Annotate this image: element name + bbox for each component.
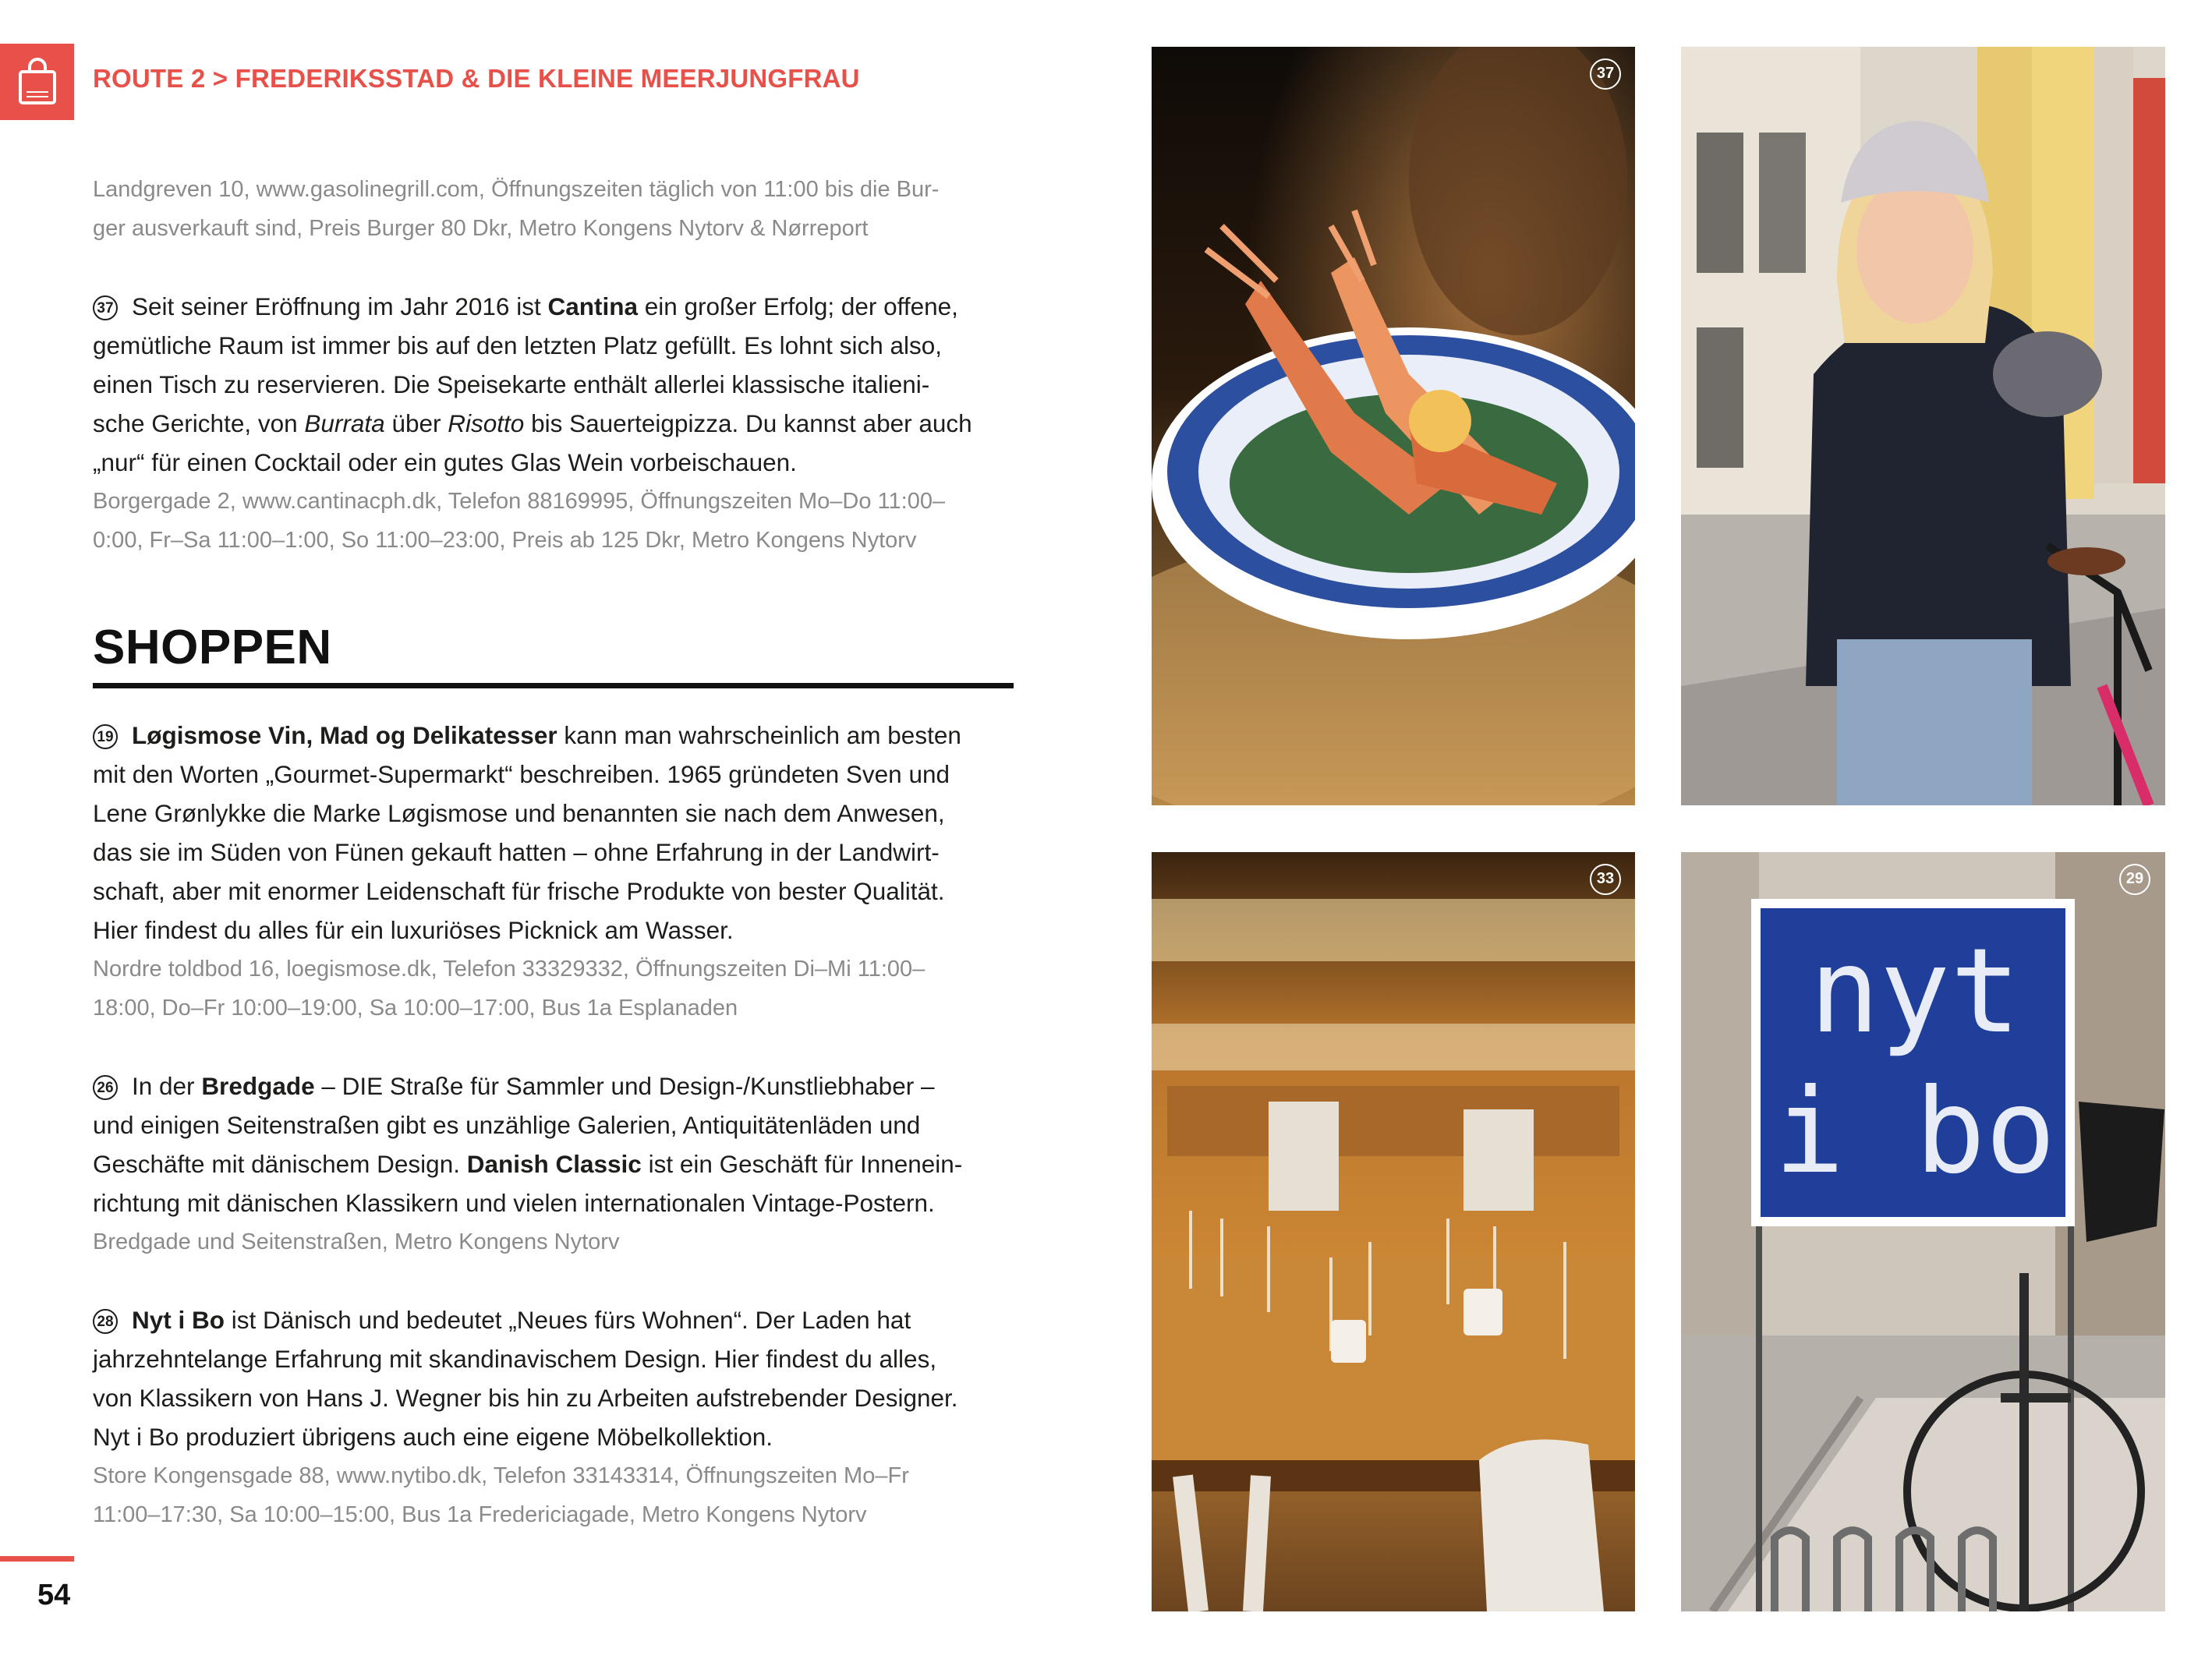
entry-cantina [93, 287, 1013, 560]
entry-number-badge: 37 [93, 295, 118, 320]
route-title: ROUTE 2 > FREDERIKSSTAD & DIE KLEINE MEERJUNGFRAU [93, 64, 860, 93]
route-icon-box [0, 44, 74, 120]
photo-number-badge: 33 [1590, 864, 1621, 895]
info-line: Landgreven 10, www.gasolinegrill.com, Öffnungszeiten täglich von 11:00 bis die Bur- [93, 177, 940, 202]
entry-number-badge: 28 [93, 1309, 118, 1334]
section-divider [93, 683, 1014, 688]
photo-restaurant-interior [1152, 852, 1635, 1611]
entry-body: 19 Løgismose Vin, Mad og Delikatesser kann man wahrscheinlich am besten mit den Worten „Gourmet-Supermarkt“ beschreiben. 1965 gründeten Sven und Lene Grønlykke die Marke Løgismose und benannten sie nach dem Anwesen, das sie im Süden von Fünen gekauft hatten – ohne Erfahrung in der Landwirt- schaft, aber mit enormer Leidenschaft für frische Produkte von bester Qualität. Hier findest du alles für ein luxuriöses Picknick am Wasser. [93, 721, 961, 944]
entry-info: Bredgade und Seitenstraßen, Metro Kongens Nytorv [93, 1229, 620, 1254]
entry-info: Nordre toldbod 16, loegismose.dk, Telefon 33329332, Öffnungszeiten Di–Mi 11:00– 18:00, Do–Fr 10:00–19:00, Sa 10:00–17:00, Bus 1a Esplanaden [93, 957, 926, 1021]
sign-text-line2: i bo [1774, 1064, 2056, 1200]
photo-cantina-dish [1152, 47, 1635, 805]
entry-bredgade [93, 1066, 1013, 1261]
venue-name: Cantina [547, 292, 638, 320]
entry-info: Borgergade 2, www.cantinacph.dk, Telefon 88169995, Öffnungszeiten Mo–Do 11:00– 0:00, Fr–Sa 11:00–1:00, So 11:00–23:00, Preis ab 125 Dkr, Metro Kongens Nytorv [93, 489, 946, 553]
info-line: ger ausverkauft sind, Preis Burger 80 Dkr, Metro Kongens Nytorv & Nørreport [93, 216, 869, 241]
shopping-bag-icon [17, 58, 58, 106]
entry-nytibo [93, 1300, 1013, 1534]
photo-number-badge: 37 [1590, 58, 1621, 90]
venue-name: Bredgade [201, 1072, 315, 1100]
entry-info: Store Kongensgade 88, www.nytibo.dk, Telefon 33143314, Öffnungszeiten Mo–Fr 11:00–17:30, Sa 10:00–15:00, Bus 1a Fredericiagade, Metro Kongens Nytorv [93, 1463, 909, 1527]
entry-loegismose [93, 716, 1013, 1028]
venue-name: Danish Classic [466, 1150, 642, 1178]
venue-name: Nyt i Bo [132, 1306, 225, 1334]
entry-body: 37 Seit seiner Eröffnung im Jahr 2016 ist Cantina ein großer Erfolg; der offene, gemütliche Raum ist immer bis auf den letzten Platz gefüllt. Es lohnt sich also, einen Tisch zu reservieren. Die Speisekarte enthält allerlei klassische italieni- sche Gerichte, von Burrata über Risotto bis Sauerteigpizza. Du kannst aber auch „nur“ für einen Cocktail oder ein gutes Glas Wein vorbeischauen. [93, 292, 972, 476]
entry-body: 28 Nyt i Bo ist Dänisch und bedeutet „Neues fürs Wohnen“. Der Laden hat jahrzehntelange Erfahrung mit skandinavischem Design. Hier findest du alles, von Klassikern von Hans J. Wegner bis hin zu Arbeiten aufstrebender Designer. Nyt i Bo produziert übrigens auch eine eigene Möbelkollektion. [93, 1306, 958, 1451]
page-number: 54 [37, 1579, 71, 1611]
entry-number-badge: 26 [93, 1075, 118, 1100]
sign-text-line1: nyt [1809, 924, 2021, 1059]
entry-body: 26 In der Bredgade – DIE Straße für Sammler und Design-/Kunstliebhaber – und einigen Seitenstraßen gibt es unzählige Galerien, Antiquitätenläden und Geschäfte mit dänischem Design. Danish Classic ist ein Geschäft für Innenein- richtung mit dänischen Klassikern und vielen internationalen Vintage-Postern. [93, 1072, 963, 1217]
entry-number-badge: 19 [93, 724, 118, 749]
venue-name: Løgismose Vin, Mad og Delikatesser [132, 721, 557, 749]
page-number-rule [0, 1556, 74, 1562]
gasoline-info [93, 170, 1013, 248]
photo-nytibo-sign [1681, 852, 2165, 1611]
photo-number-badge: 29 [2119, 864, 2150, 895]
photo-cyclist [1681, 47, 2165, 805]
section-heading: SHOPPEN [93, 621, 332, 674]
